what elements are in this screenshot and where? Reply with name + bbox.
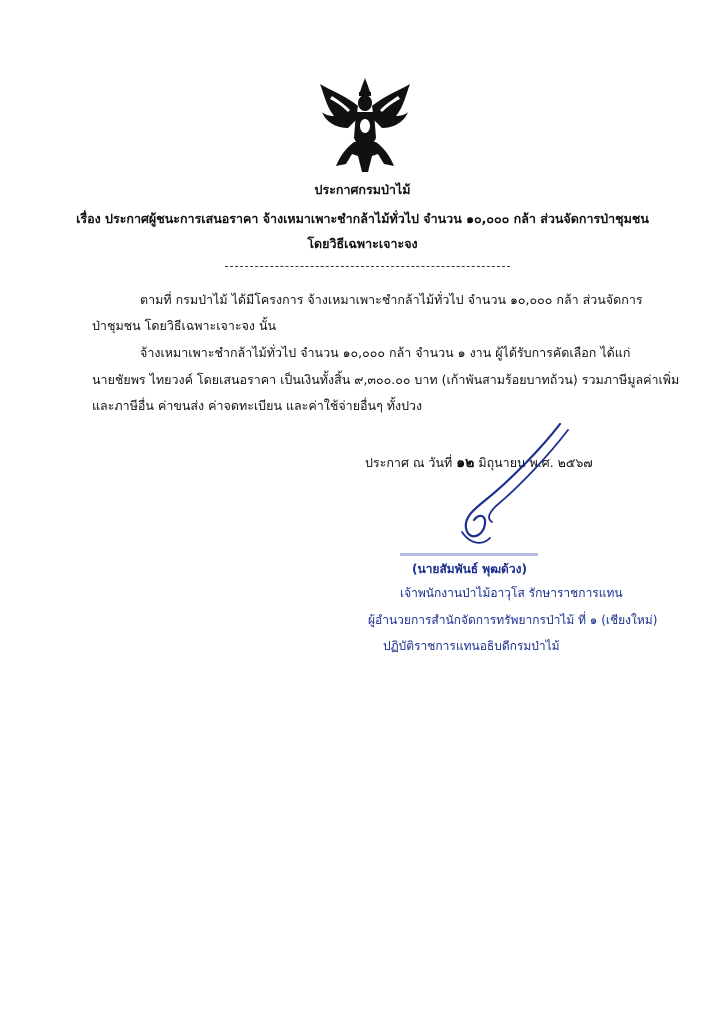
divider-line bbox=[225, 266, 510, 267]
date-day: ๑๒ bbox=[456, 455, 475, 471]
paragraph-1-line-2: ป่าชุมชน โดยวิธีเฉพาะเจาะจง นั้น bbox=[92, 318, 277, 333]
paragraph-2-line-3: และภาษีอื่น ค่าขนส่ง ค่าจดทะเบียน และค่าใช้จ่ายอื่นๆ ทั้งปวง bbox=[92, 398, 423, 413]
date-month-year: มิถุนายน พ.ศ. ๒๕๖๗ bbox=[478, 455, 593, 470]
announcement-agency-title: ประกาศกรมป่าไม้ bbox=[314, 182, 411, 197]
signatory-position-2: ผู้อำนวยการสำนักจัดการทรัพยากรป่าไม้ ที่ ๑ (เชียงใหม่) bbox=[368, 613, 658, 627]
subject-line-1: เรื่อง ประกาศผู้ชนะการเสนอราคา จ้างเหมาเพาะชำกล้าไม้ทั่วไป จำนวน ๑๐,๐๐๐ กล้า ส่วนจัดการป่าชุมชน bbox=[76, 211, 649, 226]
handwritten-signature-icon bbox=[400, 420, 600, 550]
signatory-name: (นายสัมพันธ์ พุฒด้วง) bbox=[412, 562, 527, 576]
subject-line-2: โดยวิธีเฉพาะเจาะจง bbox=[307, 236, 418, 251]
stamp-ink-band bbox=[400, 553, 538, 556]
garuda-emblem-icon bbox=[318, 76, 412, 180]
signatory-position-3: ปฏิบัติราชการแทนอธิบดีกรมป่าไม้ bbox=[383, 639, 560, 653]
paragraph-2-line-1: จ้างเหมาเพาะชำกล้าไม้ทั่วไป จำนวน ๑๐,๐๐๐ กล้า จำนวน ๑ งาน ผู้ได้รับการคัดเลือก ได้แก่ bbox=[140, 345, 631, 360]
paragraph-1-line-1: ตามที่ กรมป่าไม้ ได้มีโครงการ จ้างเหมาเพาะชำกล้าไม้ทั่วไป จำนวน ๑๐,๐๐๐ กล้า ส่วนจัดการ bbox=[140, 292, 643, 307]
paragraph-2-line-2: นายชัยพร ไทยวงค์ โดยเสนอราคา เป็นเงินทั้งสิ้น ๙,๓๐๐.๐๐ บาท (เก้าพันสามร้อยบาทถ้วน) รวมภาษีมูลค่าเพิ่ม bbox=[92, 372, 680, 387]
signatory-position-1: เจ้าพนักงานป่าไม้อาวุโส รักษาราชการแทน bbox=[400, 586, 623, 600]
date-prefix: ประกาศ ณ วันที่ bbox=[365, 455, 453, 470]
